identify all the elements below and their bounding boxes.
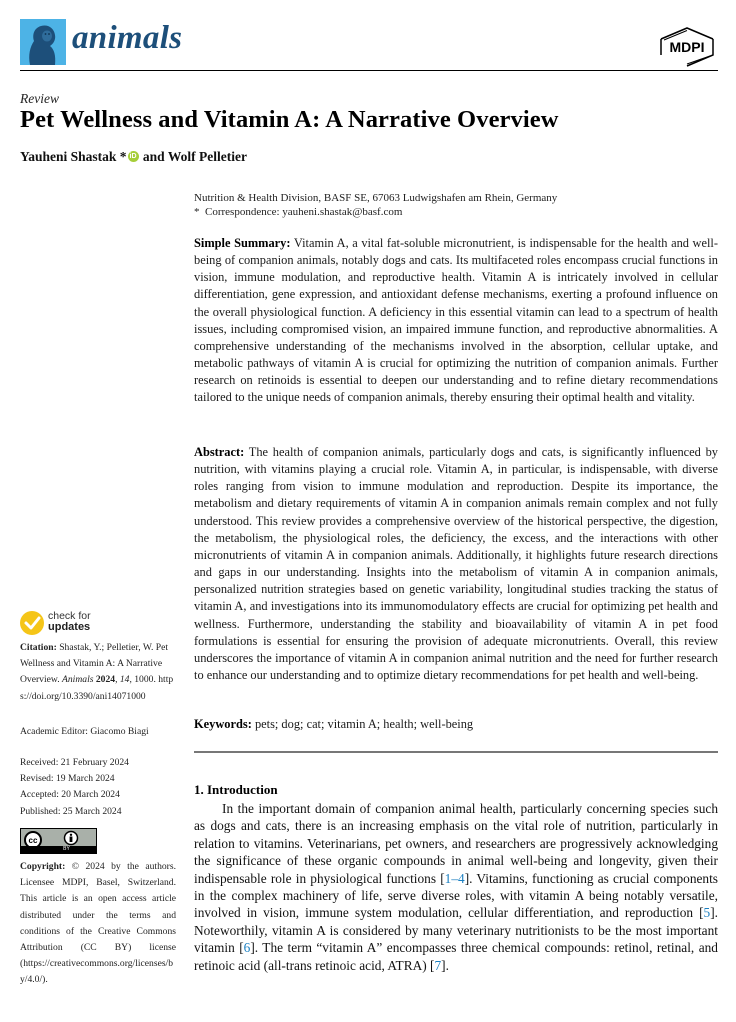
- date-revised: Revised: 19 March 2024: [20, 773, 115, 785]
- copyright-notice: Copyright: © 2024 by the authors. Licensee MDPI, Basel, Switzerland. This article is an open access article distributed under the terms and conditions of the Creative Commons Attribution (CC BY) license (https://creativecommons.org/licenses/by/4.0/).: [20, 861, 176, 986]
- mdpi-logo: [657, 27, 717, 67]
- article-type: Review: [20, 91, 59, 106]
- attribution-person-icon: [65, 832, 78, 845]
- citation-volume: 14: [119, 674, 130, 686]
- reference-link[interactable]: 5: [703, 905, 711, 921]
- cc-by-license-badge[interactable]: [20, 828, 97, 854]
- section-divider: [194, 751, 718, 753]
- abstract-label: Abstract:: [194, 445, 245, 459]
- keywords: [194, 716, 718, 733]
- author-list: [20, 149, 247, 165]
- copyright-label: Copyright:: [20, 861, 66, 872]
- date-received: Received: 21 February 2024: [20, 757, 129, 768]
- citation-label: Citation:: [20, 642, 57, 653]
- affiliation-block: [194, 191, 718, 219]
- academic-editor: Academic Editor: Giacomo Biagi: [20, 726, 149, 737]
- reference-link[interactable]: 1–4: [444, 870, 465, 886]
- keywords-text: pets; dog; cat; vitamin A; health; well-being: [254, 717, 474, 731]
- keywords-label: Keywords:: [194, 717, 252, 731]
- monkey-icon: [20, 19, 66, 65]
- citation-year: 2024: [95, 674, 116, 686]
- citation-block: Citation: Shastak, Y.; Pelletier, W. Pet Wellness and Vitamin A: A Narrative Overview. Animals 2024, 14, 1000. https://doi.org/10.3390/ani14071000: [20, 642, 174, 702]
- affiliation: Nutrition & Health Division, BASF SE, 67063 Ludwigshafen am Rhein, Germany: [194, 192, 558, 204]
- section-heading-introduction: 1. Introduction: [194, 782, 278, 797]
- svg-text:MDPI: MDPI: [669, 39, 705, 55]
- journal-name: animals: [72, 20, 183, 56]
- orcid-icon[interactable]: iD: [129, 153, 137, 160]
- author-connector: and: [142, 149, 165, 164]
- article-title: Pet Wellness and Vitamin A: A Narrative Overview: [20, 106, 559, 133]
- author-name[interactable]: Yauheni Shastak: [20, 149, 117, 164]
- date-accepted: Accepted: 20 March 2024: [20, 789, 120, 801]
- abstract-text: The health of companion animals, particularly dogs and cats, is significantly influenced by nutrition, with vitamins playing a crucial role. Vitamin A, in particular, is indispensable, with diverse roles ranging from vision to immune modulation and reproduction. Despite its importance, the metabolism and dietary requirements of vitamin A in companion animals remain complex and not fully understood. This review provides a comprehensive overview of the historical perspective, the digestion, the metabolism, the physiological roles, the deficiency, the excess, and the interactions with other micronutrients of vitamin A in companion animals. Additionally, it highlights future research directions and gaps in our understanding. Insights into the metabolism of vitamin A in companion animals, personalized nutrition strategies based on genetic variability, longitudinal studies tracking the status of vitamin A, and investigations into its immunomodulatory effects are crucial for optimizing pet health and wellness. Furthermore, understanding the stability and bioavailability of vitamin A in pet food formulations is essential for ensuring the provision of adequate micronutrients. Overall, this review underscores the importance of vitamin A in companion animal nutrition and the need for further research to enhance our understanding and to optimize dietary recommendations for pet health and well-being.: [194, 445, 718, 683]
- simple-summary-label: Simple Summary:: [194, 236, 291, 250]
- checkmark-icon: [20, 611, 44, 635]
- corresponding-author-mark: *: [119, 149, 127, 164]
- introduction-paragraph: In the important domain of companion animal health, particularly concerning species such as dogs and cats, there is an increasing emphasis on the vital role of nutrition, particularly in relation to vitamins. Veterinarians, pet owners, and researchers are progressively acknowledging the significance of these organic compounds in animal well-being and longevity, given their indispensable role in physiological functions [1–4]. Vitamins, functioning as crucial components in the complex machinery of life, serve diverse roles, with vitamin A being notably versatile, involved in vision, immune system modulation, cellular differentiation, and reproduction [5]. Noteworthily, vitamin A is considered by many veterinary nutritionists to be the most important vitamin [6]. The term “vitamin A” encompasses three chemical compounds: retinol, retinal, and retinoic acid (all-trans retinoic acid, ATRA) [7].: [194, 801, 718, 973]
- simple-summary-text: Vitamin A, a vital fat-soluble micronutrient, is indispensable for the health and well-being of companion animals, notably dogs and cats. Its multifaceted roles encompass crucial functions in vision, immune modulation, and reproductive health. Vitamin A is intricately involved in cellular differentiation, gene expression, and antioxidant defense mechanisms, exerting a profound influence on the overall physiological function. A deficiency in this essential vitamin can lead to a spectrum of health issues, including compromised vision, an impaired immune function, and reproductive abnormalities. A comprehensive understanding of the mechanisms involved in the absorption, cellular uptake, and metabolic pathways of vitamin A is crucial for optimizing the nutrition of companion animals. Further research on retinoids is essential to deepen our understanding and to refine dietary recommendations tailored to the unique needs of companion animals, thereby ensuring their optimal health and vitality.: [194, 236, 718, 405]
- abstract: [194, 444, 718, 684]
- publication-dates: [20, 755, 176, 820]
- license-by-label: BY: [21, 846, 96, 853]
- reference-link[interactable]: 7: [434, 957, 442, 973]
- doi-link[interactable]: https://doi.org/10.3390/ani14071000: [20, 674, 174, 702]
- journal-logo: [20, 19, 66, 65]
- reference-link[interactable]: 6: [243, 940, 251, 956]
- header-divider: [20, 70, 718, 71]
- mdpi-hexagon-icon: [657, 27, 717, 67]
- check-for-updates-button[interactable]: check for updates: [20, 611, 120, 637]
- citation-journal: Animals: [62, 674, 94, 686]
- correspondence-email[interactable]: Correspondence: yauheni.shastak@basf.com: [205, 206, 403, 218]
- correspondence: * Correspondence: yauheni.shastak@basf.com: [194, 206, 403, 218]
- author-name[interactable]: Wolf Pelletier: [167, 149, 247, 164]
- date-published: Published: 25 March 2024: [20, 805, 122, 817]
- simple-summary: [194, 235, 718, 407]
- svg-text:cc: cc: [28, 836, 38, 845]
